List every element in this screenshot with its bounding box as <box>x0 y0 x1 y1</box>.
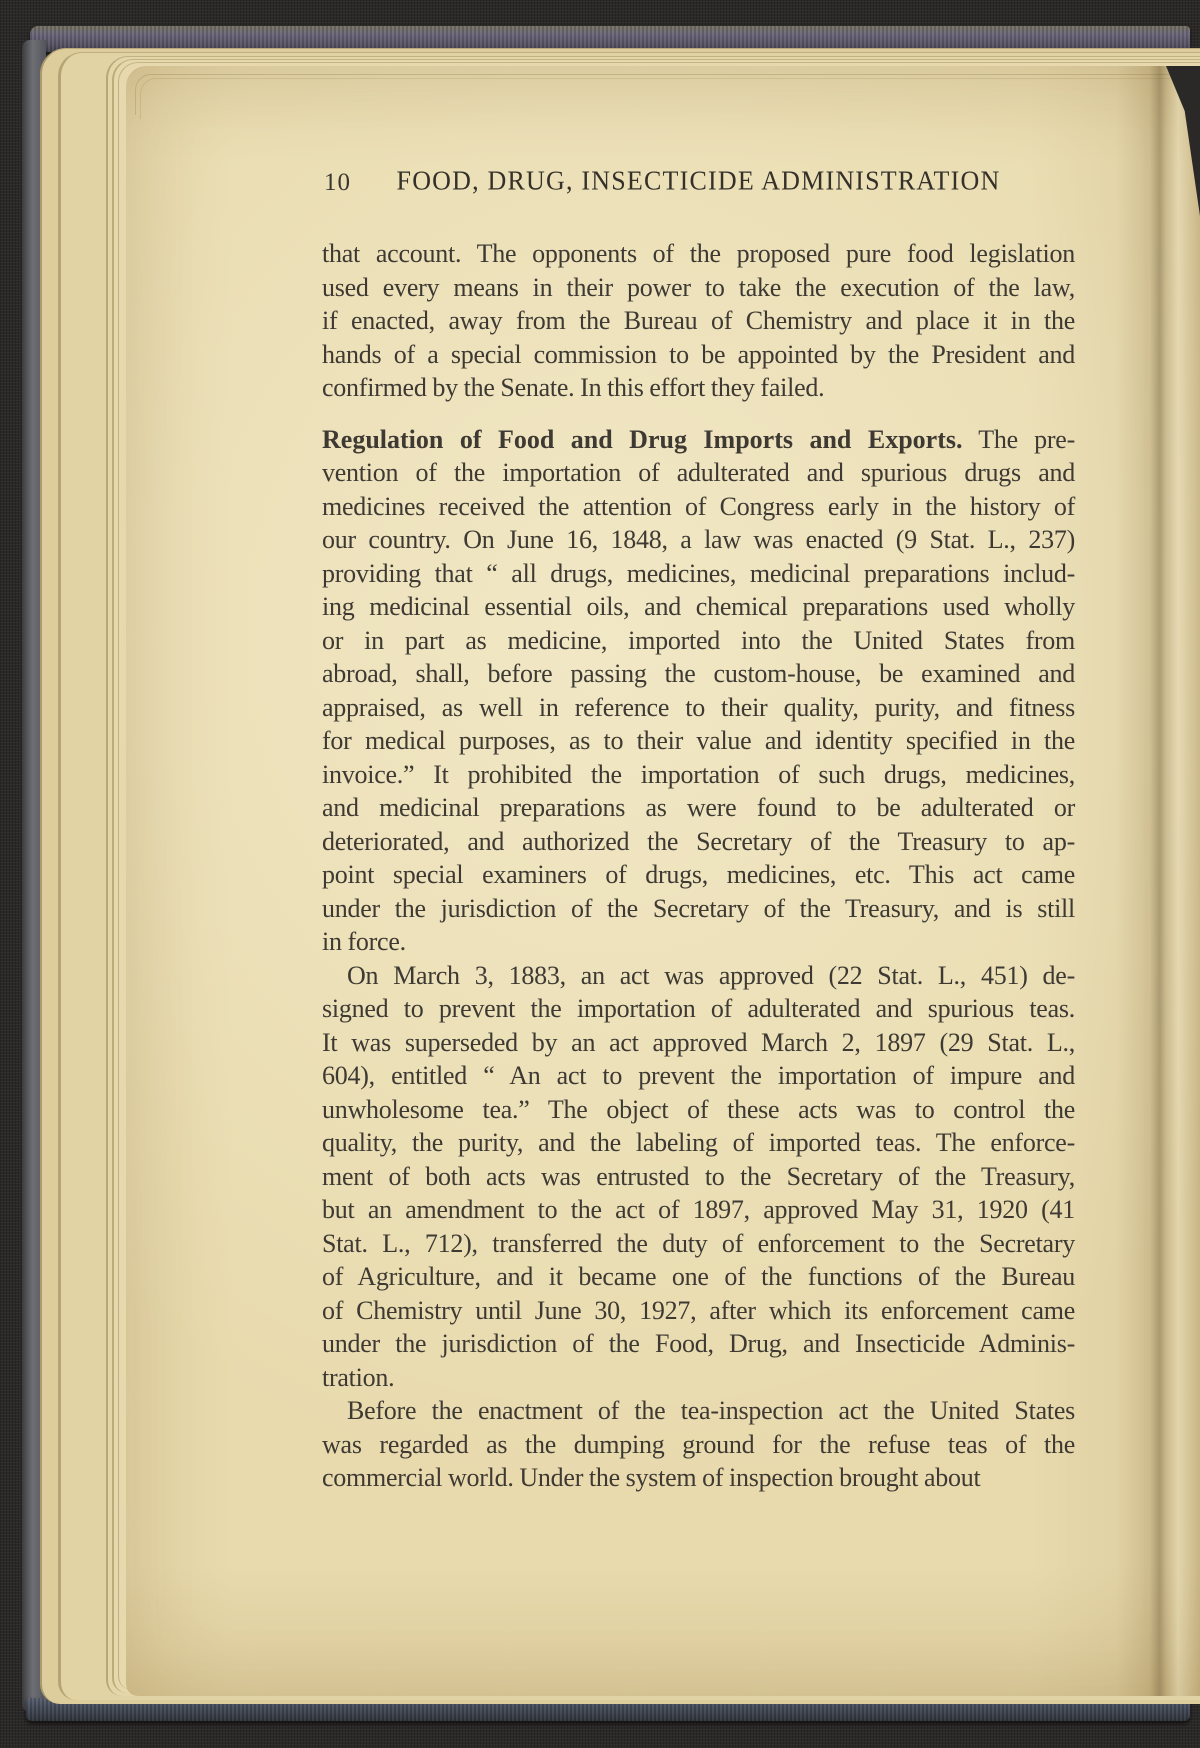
text-line: confirmed by the Senate. In this effort they failed. <box>322 373 825 402</box>
body-paragraph <box>322 1394 1075 1495</box>
book-page <box>126 66 1200 1696</box>
text-line: of Chemistry until June 30, 1927, after which its enforcement came <box>322 1295 1075 1325</box>
text-line: was regarded as the dumping ground for the refuse teas of the <box>322 1429 1075 1459</box>
text-line: quality, the purity, and the labeling of imported teas. The enforce- <box>322 1128 1075 1157</box>
running-header <box>322 166 1075 206</box>
text-line: providing that “ all drugs, medicines, medicinal preparations includ- <box>322 558 1075 588</box>
text-line: Regulation of Food and Drug Imports and Exports. The pre- <box>322 424 1075 454</box>
text-line: abroad, shall, before passing the custom-house, be examined and <box>322 659 1075 688</box>
text-line: medicines received the attention of Congress early in the history of <box>322 491 1075 521</box>
text-line: On March 3, 1883, an act was approved (22 Stat. L., 451) de- <box>347 960 1075 990</box>
page-emboss-line <box>135 74 1170 115</box>
text-line: It was superseded by an act approved March 2, 1897 (29 Stat. L., <box>322 1027 1075 1057</box>
body-paragraph <box>322 237 1075 405</box>
text-line: that account. The opponents of the proposed pure food legislation <box>322 239 1075 268</box>
text-line: hands of a special commission to be appointed by the President and <box>322 339 1075 369</box>
text-line: invoice.” It prohibited the importation of such drugs, medicines, <box>322 759 1075 789</box>
text-line: signed to prevent the importation of adulterated and spurious teas. <box>322 994 1075 1023</box>
text-line: under the jurisdiction of the Food, Drug, and Insecticide Adminis- <box>322 1329 1075 1358</box>
text-line: but an amendment to the act of 1897, approved May 31, 1920 (41 <box>322 1195 1075 1224</box>
text-line: and medicinal preparations as were found to be adulterated or <box>322 793 1075 822</box>
text-line: if enacted, away from the Bureau of Chemistry and place it in the <box>322 306 1075 335</box>
text-line: or in part as medicine, imported into the United States from <box>322 625 1075 655</box>
page-number: 10 <box>324 169 351 196</box>
text-line: deteriorated, and authorized the Secretary of the Treasury to ap- <box>322 826 1075 856</box>
text-line: Before the enactment of the tea-inspection act the United States <box>347 1396 1075 1425</box>
text-line: for medical purposes, as to their value and identity specified in the <box>322 726 1075 755</box>
text-line: tration. <box>322 1362 395 1392</box>
text-line: unwholesome tea.” The object of these acts was to control the <box>322 1094 1075 1124</box>
text-line: used every means in their power to take the execution of the law, <box>322 272 1075 302</box>
text-line: our country. On June 16, 1848, a law was enacted (9 Stat. L., 237) <box>322 525 1075 554</box>
text-line: ment of both acts was entrusted to the Secretary of the Treasury, <box>322 1161 1075 1191</box>
text-line: in force. <box>322 927 406 956</box>
page-body <box>322 237 1075 1495</box>
page-corner-shadow <box>1166 66 1200 216</box>
section-heading: Regulation of Food and Drug Imports and Exports. <box>322 424 963 454</box>
text-line: 604), entitled “ An act to prevent the importation of impure and <box>322 1061 1075 1090</box>
text-line: commercial world. Under the system of inspection brought about <box>322 1463 981 1492</box>
text-line: of Agriculture, and it became one of the functions of the Bureau <box>322 1262 1075 1291</box>
text-line: Stat. L., 712), transferred the duty of enforcement to the Secretary <box>322 1228 1075 1258</box>
text-line: point special examiners of drugs, medicines, etc. This act came <box>322 860 1075 889</box>
section-paragraph <box>322 423 1075 959</box>
text-line: under the jurisdiction of the Secretary of the Treasury, and is still <box>322 893 1075 923</box>
text-line: vention of the importation of adulterated and spurious drugs and <box>322 458 1075 487</box>
page-gutter-crease <box>1116 66 1200 1696</box>
text-line: ing medicinal essential oils, and chemical preparations used wholly <box>322 592 1075 621</box>
running-title: FOOD, DRUG, INSECTICIDE ADMINISTRATION <box>396 165 1001 196</box>
body-paragraph <box>322 959 1075 1395</box>
text-line: appraised, as well in reference to their quality, purity, and fitness <box>322 692 1075 722</box>
page-emboss-line <box>140 78 1170 119</box>
